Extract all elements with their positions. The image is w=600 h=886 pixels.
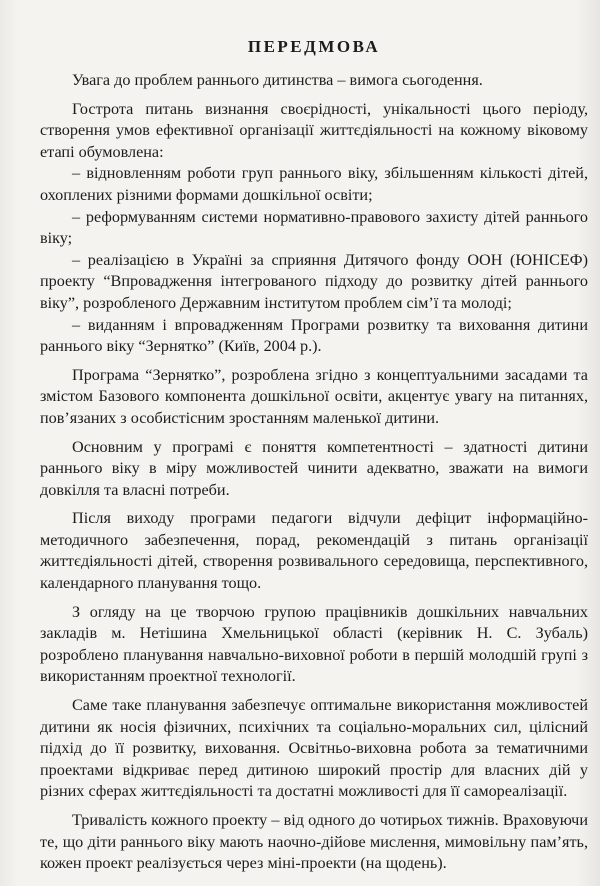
paragraph-duration: Тривалість кожного проекту – від одного до чотирьох тижнів. Враховуючи те, що діти раннього віку мають наочно-дійове мислення, мимовільну пам’ять, кожен проект реалізується через міні-проекти (на щодень).: [40, 811, 588, 873]
list-item-unicef-project: – реалізацією в Україні за сприяння Дитячого фонду ООН (ЮНІСЕФ) проекту “Впровадження інтегрованого підходу до розвитку дітей раннього віку”, розробленого Державним інститутом проблем сім’ї та молоді;: [40, 250, 588, 312]
list-item-reform: – реформуванням системи нормативно-правового захисту дітей раннього віку;: [40, 207, 588, 248]
list-item-restoration: – відновленням роботи груп раннього віку, збільшенням кількості дітей, охоплених різними формами дошкільної освіти;: [40, 164, 588, 204]
paragraph-relevance: Гострота питань визнання своєрідності, унікальності цього періоду, створення умов ефективної організації життєдіяльності на кожному віковому етапі обумовлена:: [40, 99, 588, 161]
paragraph-planning: Саме таке планування забезпечує оптимальне використання можливостей дитини як носія фізичних, психічних та соціально-моральних сил, цілісний підхід до її розвитку, виховання. Освітньо-виховна робота за тематичними проектами відкриває перед дитиною широкий простір для власних дій у різних сферах життєдіяльності та достатні можливості для її самореалізації.: [40, 696, 588, 801]
page-content: [40, 36, 588, 882]
paragraph-intro: Увага до проблем раннього дитинства – вимога сьогодення.: [72, 71, 483, 89]
paragraph-deficit: Після виходу програми педагоги відчули дефіцит інформаційно-методичного забезпечення, порад, рекомендацій з питань організації життєдіяльності дітей, створення розвивального середовища, перспективного, календарного планування тощо.: [40, 509, 588, 593]
paragraph-competence: Основним у програмі є поняття компетентності – здатності дитини раннього віку в міру можливостей чинити адекватно, зважати на вимоги довкілля та власні потреби.: [40, 437, 588, 499]
page-title: ПЕРЕДМОВА: [247, 37, 381, 56]
list-item-program-publication: – виданням і впровадженням Програми розвитку та виховання дитини раннього віку “Зернятко” (Київ, 2004 р.).: [40, 315, 588, 356]
paragraph-program-zernyatko: Програма “Зернятко”, розроблена згідно з концептуальними засадами та змістом Базового компонента дошкільної освіти, акцентує увагу на питаннях, пов’язаних з особистісним зростанням маленької дитини.: [40, 365, 588, 427]
paragraph-creative-group: З огляду на це творчою групою працівників дошкільних навчальних закладів м. Нетішина Хмельницької області (керівник Н. С. Зубаль) розроблено планування навчально-виховної роботи в першій молодшій групі з використанням проектної технології.: [40, 602, 588, 686]
